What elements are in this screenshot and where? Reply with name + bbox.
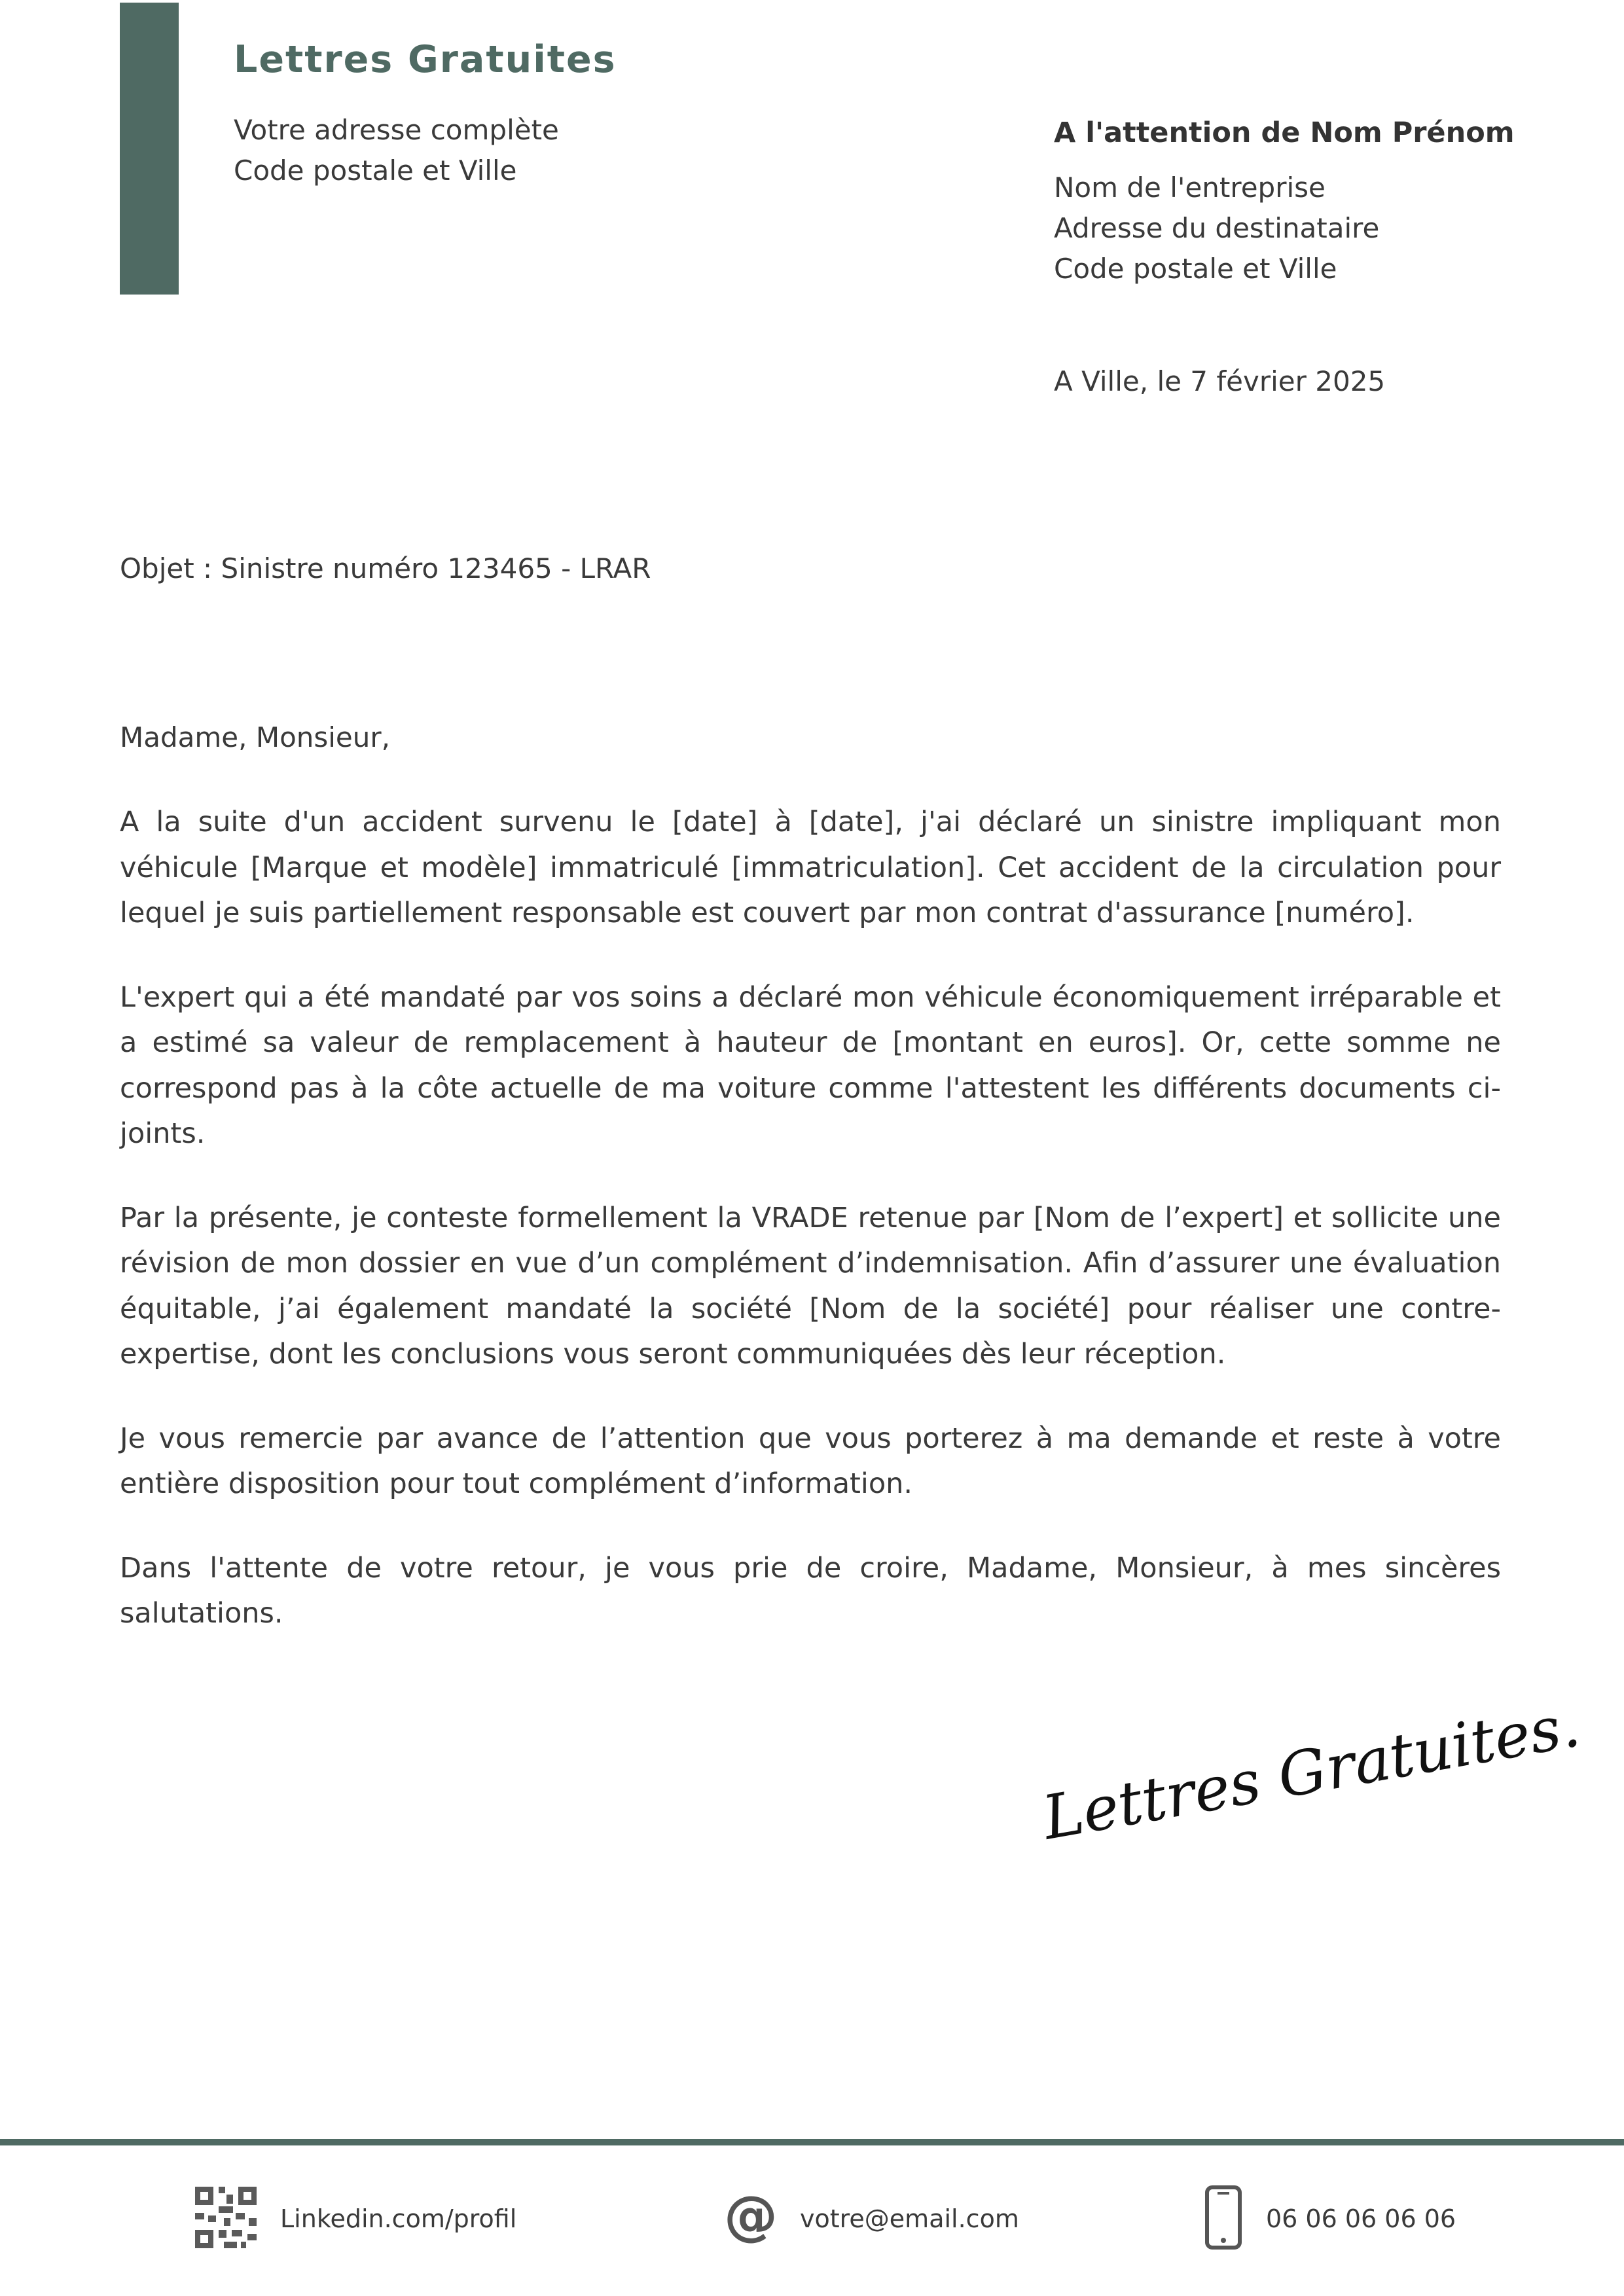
date-line: A Ville, le 7 février 2025 bbox=[1054, 365, 1386, 397]
body-paragraph: A la suite d'un accident survenu le [date] à [date], j'ai déclaré un sinistre impliquant mon véhicule [Marque et modèle] immatriculé [immatriculation]. Cet accident de la circulation pour lequel je suis partiellement responsable est couvert par mon contrat d'assurance [numéro]. bbox=[120, 806, 1501, 929]
body-paragraph: Dans l'attente de votre retour, je vous prie de croire, Madame, Monsieur, à mes sincères salutations. bbox=[120, 1551, 1501, 1630]
body-paragraph: Je vous remercie par avance de l’attention que vous porterez à ma demande et reste à votre entière disposition pour tout complément d’information. bbox=[120, 1422, 1501, 1500]
recipient-block bbox=[1054, 113, 1515, 289]
recipient-city: Code postale et Ville bbox=[1054, 253, 1337, 285]
at-sign-icon bbox=[724, 2185, 778, 2247]
mobile-phone-icon bbox=[1204, 2185, 1242, 2252]
qr-code-icon bbox=[195, 2187, 257, 2251]
recipient-company: Nom de l'entreprise bbox=[1054, 171, 1326, 204]
email-text: votre@email.com bbox=[800, 2204, 1019, 2233]
footer-email[interactable] bbox=[725, 2186, 1019, 2251]
header-accent-bar bbox=[120, 3, 179, 295]
letter-salutation: Madame, Monsieur, bbox=[120, 721, 391, 753]
letter-subject: Objet : Sinistre numéro 123465 - LRAR bbox=[120, 552, 651, 584]
sender-address-line1: Votre adresse complète bbox=[234, 114, 559, 146]
body-paragraph: Par la présente, je conteste formellement la VRADE retenue par [Nom de l’expert] et sollicite une révision de mon dossier en vue d’un complément d’indemnisation. Afin d’assurer une évaluation équitable, j’ai également mandaté la société [Nom de la société] pour réaliser une contre-expertise, dont les conclusions vous seront communiquées dès leur réception. bbox=[120, 1201, 1501, 1371]
handwritten-signature bbox=[1038, 1690, 1585, 1885]
footer-divider bbox=[0, 2139, 1624, 2145]
sender-name: Lettres Gratuites bbox=[234, 38, 617, 81]
recipient-address: Adresse du destinataire bbox=[1054, 212, 1380, 244]
sender-address-line2: Code postale et Ville bbox=[234, 154, 517, 187]
svg-text:@: @ bbox=[724, 2185, 778, 2247]
signature-text: Lettres Gratuites. bbox=[1038, 1690, 1585, 1854]
sender-address bbox=[234, 110, 559, 191]
linkedin-text: Linkedin.com/profil bbox=[280, 2204, 517, 2233]
phone-text: 06 06 06 06 06 bbox=[1266, 2204, 1456, 2233]
footer-linkedin[interactable] bbox=[195, 2186, 516, 2251]
letter-body bbox=[120, 800, 1501, 1676]
recipient-attention: A l'attention de Nom Prénom bbox=[1054, 117, 1515, 149]
footer-phone[interactable] bbox=[1204, 2186, 1456, 2251]
body-paragraph: L'expert qui a été mandaté par vos soins a déclaré mon véhicule économiquement irréparable et a estimé sa valeur de remplacement à hauteur de [montant en euros]. Or, cette somme ne correspond pas à la côte actuelle de ma voiture comme l'attestent les différents documents ci-joints. bbox=[120, 980, 1501, 1150]
